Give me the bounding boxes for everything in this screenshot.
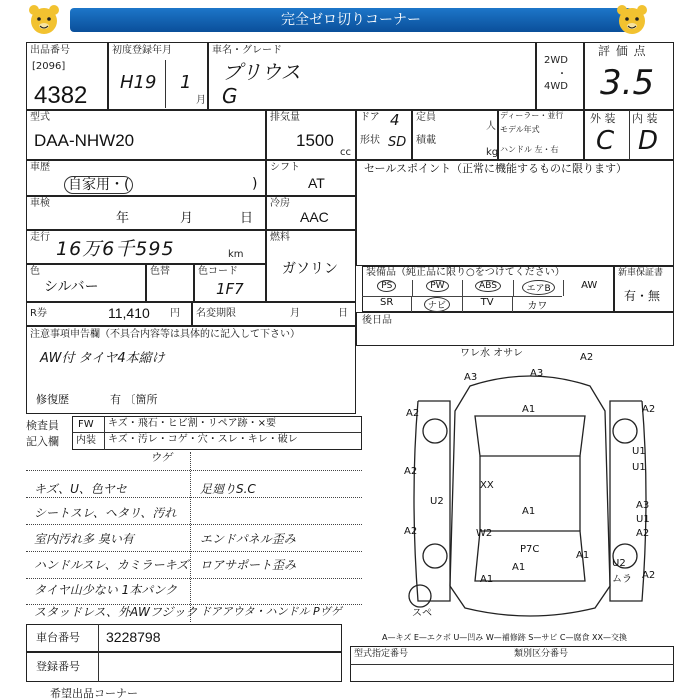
fw-label: FW xyxy=(78,419,94,430)
entry-label: 記入欄 xyxy=(26,435,59,448)
meigi-day: 日 xyxy=(338,308,348,319)
meigi-month: 月 xyxy=(290,308,300,319)
equip-aw[interactable]: AW xyxy=(581,280,598,291)
inspection-month: 月 xyxy=(180,211,194,226)
dmg-label-10: A2 xyxy=(404,526,418,537)
dmg-label-8: U1 xyxy=(632,462,646,473)
dmg-label-4: A2 xyxy=(406,408,420,419)
interior-row-label: 内装 xyxy=(76,435,96,446)
after-attach-label: 後日品 xyxy=(362,315,392,326)
type-value: DAA-NHW20 xyxy=(34,131,135,150)
shift-value: AT xyxy=(308,175,325,191)
aircon-label: 冷房 xyxy=(270,198,290,209)
repair-label: 修復歴 xyxy=(36,393,69,406)
note-left-3: 室内汚れ多 臭い有 xyxy=(34,532,134,546)
class-label: 類別区分番号 xyxy=(514,649,569,659)
note-right-6: ドアアウタ・ハンドル Pヴゲ xyxy=(200,605,342,618)
equipment-row2 xyxy=(362,296,562,313)
load-unit: kg xyxy=(486,147,499,158)
equip-ps[interactable]: PS xyxy=(377,280,396,292)
inspection-label: 車検 xyxy=(30,198,50,209)
meigi-label: 名変期限 xyxy=(196,308,236,319)
displacement-value: 1500 xyxy=(296,131,334,150)
grade-score-label: 評 価 点 xyxy=(598,44,647,58)
notes-line1: AW付 タイヤ4本縮け xyxy=(40,351,165,366)
chassis-value: 3228798 xyxy=(106,629,161,645)
sales-point-label: セールスポイント（正常に機能するものに限ります） xyxy=(364,162,628,175)
registration-era: H19 xyxy=(120,72,157,93)
shift-label: シフト xyxy=(270,162,300,173)
bear-mascot-left-icon xyxy=(22,2,66,38)
inspect-form-label: 型式指定番号 xyxy=(354,649,409,659)
dmg-label-2: A3 xyxy=(530,368,544,379)
recycle-label: R券 xyxy=(30,308,47,319)
dmg-label-12: A1 xyxy=(522,506,536,517)
warranty-value: 有・無 xyxy=(624,289,661,303)
dmg-label-21: ムラ xyxy=(612,574,632,585)
drive-4wd: 4WD xyxy=(544,81,568,92)
interior-label: 内 装 xyxy=(632,112,658,125)
equip-navi[interactable]: ナビ xyxy=(424,297,450,312)
car-grade: G xyxy=(222,84,238,108)
dmg-label-5: A2 xyxy=(642,404,656,415)
dmg-label-0: A2 xyxy=(580,352,594,363)
mileage-unit: km xyxy=(228,249,244,260)
inspection-day: 日 xyxy=(240,211,254,226)
sales-point-box xyxy=(356,160,674,266)
dmg-label-13: A3 xyxy=(636,500,650,511)
interior-value: D xyxy=(638,126,659,156)
fw-items: キズ・飛石・ヒビ割・リペア跡・×要 xyxy=(108,418,276,429)
color-value: シルバー xyxy=(44,279,99,295)
inspection-box xyxy=(26,196,266,230)
load-label: 積載 xyxy=(416,135,436,146)
dmg-label-23: A1 xyxy=(480,574,494,585)
dmg-label-1: A3 xyxy=(464,372,478,383)
lot-sub-number: [2096] xyxy=(32,61,66,72)
note-right-3: エンドパネル歪み xyxy=(200,532,296,546)
color-change-label: 色替 xyxy=(150,266,170,277)
aircon-value: AAC xyxy=(300,209,329,225)
exterior-value: C xyxy=(596,126,615,156)
mileage-label: 走行 xyxy=(30,232,50,243)
handle-label: ハンドル 左・右 xyxy=(500,145,559,154)
note-left-6: スタッドレス、外AWフジック xyxy=(34,605,198,619)
note-left-1: キズ、U、色ヤセ xyxy=(34,482,127,496)
car-model-label: 車名・グレード xyxy=(212,45,282,56)
section-banner: 完全ゼロ切りコーナー xyxy=(70,8,632,32)
equip-airbag[interactable]: エアB xyxy=(522,280,554,295)
dmg-label-19: A1 xyxy=(576,550,590,561)
equipment-row1 xyxy=(362,280,614,296)
note-left-5: タイヤ山少ない 1本パンク xyxy=(34,583,177,597)
equipment-label: 装備品（純正品に限り○をつけてください） xyxy=(366,267,565,278)
displacement-unit: cc xyxy=(340,147,351,158)
history-label: 車歴 xyxy=(30,162,50,173)
damage-legend: A—キズ E—エクボ U—凹み W—補修跡 S—サビ C—腐食 XX—交換 xyxy=(382,633,628,642)
inspection-year: 年 xyxy=(116,211,130,226)
shape-label: 形状 xyxy=(360,135,380,146)
dmg-label-20: U2 xyxy=(612,558,626,569)
recycle-unit: 円 xyxy=(170,308,180,319)
capacity-label: 定員 xyxy=(416,112,436,123)
registration-month-unit: 月 xyxy=(196,95,206,106)
door-label: ドア xyxy=(360,112,380,123)
equip-sr[interactable]: SR xyxy=(362,297,412,313)
dmg-label-17: P7C xyxy=(520,544,540,555)
fuel-label: 燃料 xyxy=(270,232,290,243)
warranty-label: 新車保証書 xyxy=(618,268,664,278)
lot-label: 出品番号 xyxy=(30,45,70,56)
recycle-value: 11,410 xyxy=(108,305,150,321)
mileage-value: 16万6千595 xyxy=(56,238,175,260)
chassis-label: 車台番号 xyxy=(36,631,80,644)
capacity-unit: 人 xyxy=(486,121,496,132)
registration-divider xyxy=(165,60,166,108)
dmg-label-3: A1 xyxy=(522,404,536,415)
bear-mascot-right-icon xyxy=(610,2,654,38)
dmg-label-15: U1 xyxy=(636,514,650,525)
registration-label: 初度登録年月 xyxy=(112,45,172,56)
diagram-top-note: ワレ水 オサレ xyxy=(460,348,523,359)
car-name: プリウス xyxy=(222,60,301,84)
note-left-4: ハンドルスレ、カミラーキズ xyxy=(34,558,189,572)
reg-no-label: 登録番号 xyxy=(36,660,80,673)
equip-pw[interactable]: PW xyxy=(426,280,448,292)
footer-label: 希望出品コーナー xyxy=(50,687,138,700)
inspector-label: 検査員 xyxy=(26,419,59,432)
dmg-label-6: A2 xyxy=(404,466,418,477)
dmg-label-9: XX xyxy=(480,480,494,491)
note-right-1: 足廻りS.C xyxy=(200,482,256,496)
model-year-label: モデル年式 xyxy=(500,125,540,134)
equip-abs[interactable]: ABS xyxy=(475,280,501,292)
shape-value: SD xyxy=(388,135,407,150)
notes-label: 注意事項申告欄（不具合内容等は具体的に記入して下さい） xyxy=(30,329,300,340)
dmg-label-18: A1 xyxy=(512,562,526,573)
grade-score-value: 3.5 xyxy=(600,63,655,103)
lot-number: 4382 xyxy=(34,82,88,109)
registration-month: 1 xyxy=(180,72,192,93)
dmg-label-7: U1 xyxy=(632,446,646,457)
displacement-label: 排気量 xyxy=(270,112,300,123)
after-attach-box xyxy=(356,312,674,346)
fuel-value: ガソリン xyxy=(282,261,338,277)
door-value: 4 xyxy=(390,111,400,129)
color-code-label: 色コード xyxy=(198,266,238,277)
repair-value: 有 〔箇所 xyxy=(110,393,158,406)
dealer-label: ディーラー・並行 xyxy=(500,111,564,120)
color-code-value: 1F7 xyxy=(216,280,244,298)
equip-leather[interactable]: カワ xyxy=(527,301,548,312)
color-label: 色 xyxy=(30,266,40,277)
dmg-label-16: W2 xyxy=(476,528,493,539)
car-damage-diagram xyxy=(380,346,690,636)
history-value: 自家用・( xyxy=(64,176,133,194)
exterior-label: 外 装 xyxy=(590,112,616,125)
note-left-2: シートスレ、ヘタリ、汚れ xyxy=(34,506,177,520)
dmg-label-22: A2 xyxy=(642,570,656,581)
history-box xyxy=(26,160,266,196)
dmg-label-24: スペ xyxy=(412,608,432,619)
equip-tv[interactable]: TV xyxy=(463,297,513,313)
interior-items: キズ・汚レ・コゲ・穴・スレ・キレ・破レ xyxy=(108,434,298,445)
type-label: 型式 xyxy=(30,112,50,123)
drive-2wd: 2WD xyxy=(544,55,568,66)
dmg-label-14: A2 xyxy=(636,528,650,539)
dmg-label-11: U2 xyxy=(430,496,444,507)
note-right-4: ロアサポート歪み xyxy=(200,558,297,572)
